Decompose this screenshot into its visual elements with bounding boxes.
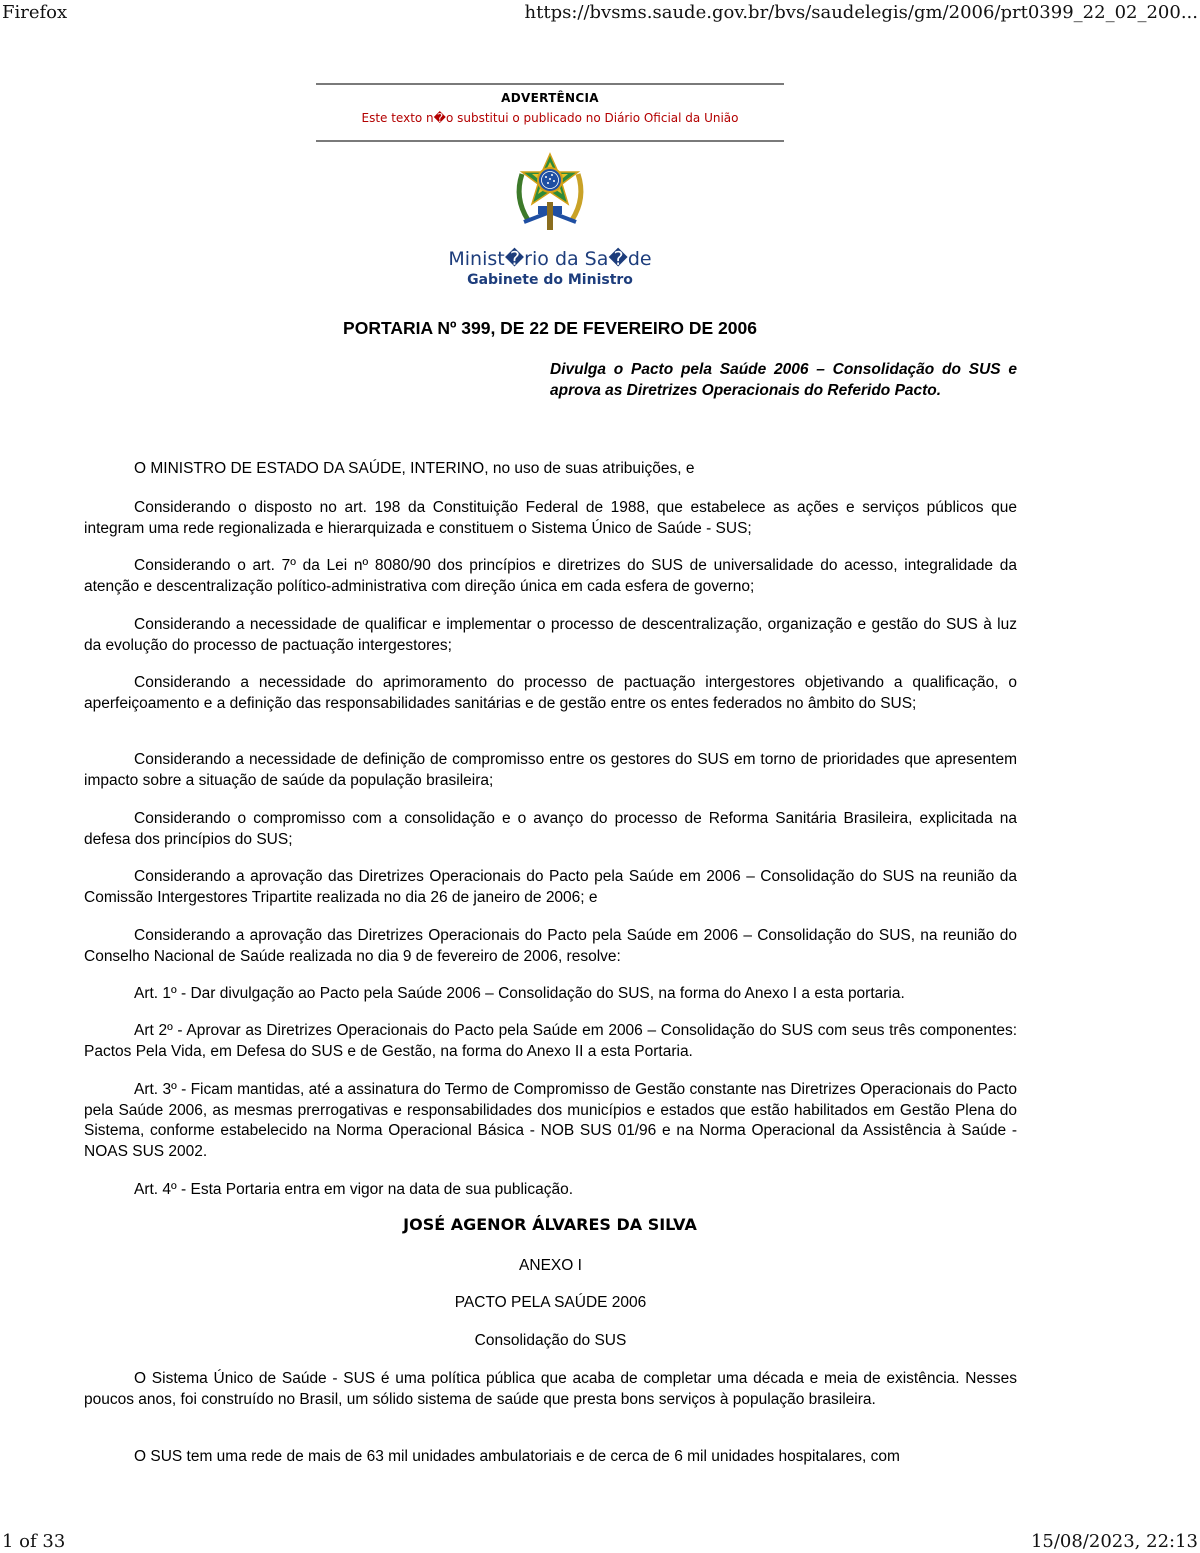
annex-paragraph-2 [84, 1447, 1017, 1468]
opening-paragraph [84, 459, 1017, 480]
paragraph-text: Considerando o disposto no art. 198 da Constituição Federal de 1988, que estabelece as ações e serviços públicos que integram uma rede regionalizada e hierarquizada e constituem o Sistema Único de Saúde - SUS; [84, 499, 1017, 537]
paragraph-text: Considerando a necessidade de definição de compromisso entre os gestores do SUS em torno de prioridades que apresentem impacto sobre a situação de saúde da população brasileira; [84, 751, 1017, 789]
consideration-3 [84, 615, 1017, 656]
print-header [0, 2, 1200, 24]
consideration-1 [84, 498, 1017, 539]
warning-box [316, 83, 784, 142]
signatory-name: JOSÉ AGENOR ÁLVARES DA SILVA [403, 1215, 697, 1234]
paragraph-text: Considerando o compromisso com a consolidação e o avanço do processo de Reforma Sanitária Brasileira, explicitada na defesa dos princípios do SUS; [84, 810, 1017, 848]
ministry-office: Gabinete do Ministro [467, 272, 633, 288]
article-text: Art. 3º - Ficam mantidas, até a assinatura do Termo de Compromisso de Gestão constante nas Diretrizes Operacionais do Pacto pela Saúde 2006, as mesmas prerrogativas e responsabilidades dos municípios e estados que estão habilitados em Gestão Plena do Sistema, conforme estabelecido na Norma Operacional Básica - NOB SUS 01/96 e na Norma Operacional da Assistência à Saúde - NOAS SUS 2002. [84, 1081, 1017, 1160]
page-url[interactable]: https://bvsms.saude.gov.br/bvs/saudelegis/gm/2006/prt0399_22_02_200... [524, 2, 1198, 23]
paragraph-text: Considerando o art. 7º da Lei nº 8080/90 dos princípios e diretrizes do SUS de universalidade do acesso, integralidade da atenção e descentralização político-administrativa com direção única em cada esfera de governo; [84, 557, 1017, 595]
document-title: PORTARIA Nº 399, DE 22 DE FEVEREIRO DE 2006 [343, 318, 757, 338]
article-text: Art. 4º - Esta Portaria entra em vigor na data de sua publicação. [134, 1181, 574, 1198]
consideration-7 [84, 867, 1017, 908]
ministry-heading [400, 247, 700, 289]
consideration-4 [84, 673, 1017, 714]
opening-text: O MINISTRO DE ESTADO DA SAÚDE, INTERINO, no uso de suas atribuições, e [134, 460, 695, 477]
paragraph-text: Considerando a necessidade de qualificar e implementar o processo de descentralização, organização e gestão do SUS à luz da evolução do processo de pactuação intergestores; [84, 616, 1017, 654]
ministry-name: Minist�rio da Sa�de [448, 248, 652, 270]
browser-name: Firefox [2, 2, 68, 23]
print-footer [0, 1531, 1200, 1553]
annex-paragraph-1 [84, 1369, 1017, 1410]
article-2 [84, 1021, 1017, 1062]
paragraph-text: O SUS tem uma rede de mais de 63 mil unidades ambulatoriais e de cerca de 6 mil unidades hospitalares, com [134, 1448, 900, 1465]
annex-subtitle: Consolidação do SUS [474, 1332, 627, 1349]
consideration-2 [84, 556, 1017, 597]
article-text: Art 2º - Aprovar as Diretrizes Operacionais do Pacto pela Saúde em 2006 – Consolidação do SUS com seus três componentes: Pactos Pela Vida, em Defesa do SUS e de Gestão, na forma do Anexo II a esta Portaria. [84, 1022, 1017, 1060]
print-datetime: 15/08/2023, 22:13 [1030, 1531, 1198, 1552]
article-text: Art. 1º - Dar divulgação ao Pacto pela Saúde 2006 – Consolidação do SUS, na forma do Anexo I a esta portaria. [134, 985, 905, 1002]
document-summary: Divulga o Pacto pela Saúde 2006 – Consolidação do SUS e aprova as Diretrizes Operacionais do Referido Pacto. [550, 361, 1017, 399]
annex-title: PACTO PELA SAÚDE 2006 [454, 1294, 647, 1311]
coat-of-arms-icon [508, 150, 592, 234]
paragraph-text: O Sistema Único de Saúde - SUS é uma política pública que acaba de completar uma década e meia de existência. Nesses poucos anos, foi construído no Brasil, um sólido sistema de saúde que presta bons serviços à população brasileira. [84, 1370, 1017, 1408]
paragraph-text: Considerando a aprovação das Diretrizes Operacionais do Pacto pela Saúde em 2006 – Consolidação do SUS, na reunião do Conselho Nacional de Saúde realizada no dia 9 de fevereiro de 2006, resolve: [84, 927, 1017, 965]
warning-title: ADVERTÊNCIA [501, 91, 599, 105]
paragraph-text: Considerando a necessidade do aprimoramento do processo de pactuação intergestores objetivando a qualificação, o aperfeiçoamento e a definição das responsabilidades sanitárias e de gestão entre os entes federados no âmbito do SUS; [84, 674, 1017, 712]
consideration-5 [84, 750, 1017, 791]
page-counter: 1 of 33 [2, 1531, 66, 1552]
consideration-6 [84, 809, 1017, 850]
annex-label: ANEXO I [519, 1257, 582, 1274]
consideration-8 [84, 926, 1017, 967]
article-3 [84, 1080, 1017, 1162]
article-4 [84, 1180, 1017, 1201]
article-1 [84, 984, 1017, 1005]
warning-text: Este texto n�o substitui o publicado no Diário Oficial da União [361, 111, 739, 125]
paragraph-text: Considerando a aprovação das Diretrizes Operacionais do Pacto pela Saúde em 2006 – Consolidação do SUS na reunião da Comissão Intergestores Tripartite realizada no dia 26 de janeiro de 2006; e [84, 868, 1017, 906]
